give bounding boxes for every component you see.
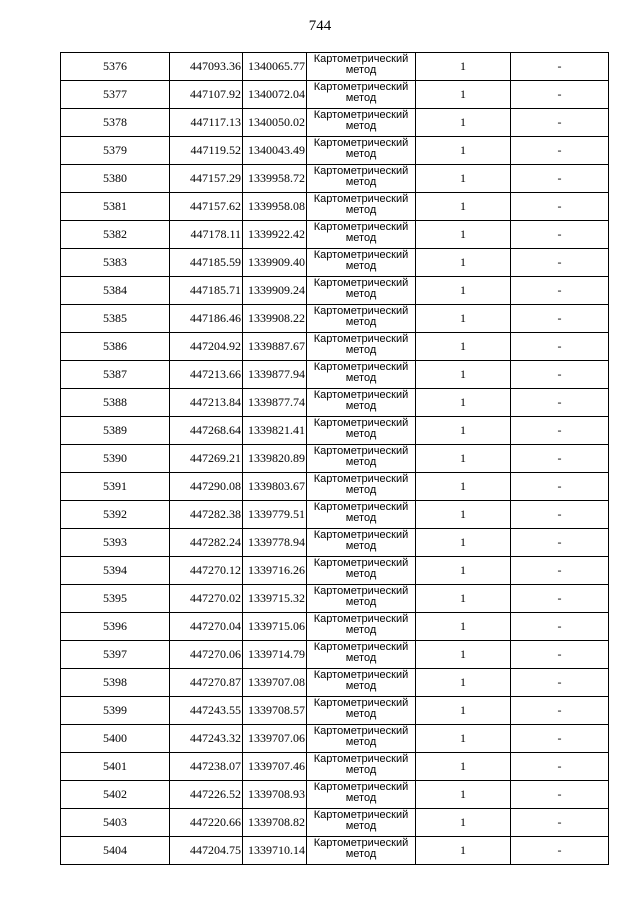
table-row (61, 137, 609, 165)
method-cell (307, 445, 416, 473)
method-label-line-2: метод (345, 288, 377, 300)
table-row (61, 81, 609, 109)
precision-cell: 1 (416, 585, 511, 613)
x-coordinate-cell: 447204.75 (170, 837, 243, 865)
method-cell (307, 305, 416, 333)
method-label-line-1: Картометрический (313, 165, 409, 177)
x-coordinate-cell: 447238.07 (170, 753, 243, 781)
note-cell: - (511, 641, 609, 669)
point-number-cell: 5393 (61, 529, 170, 557)
y-coordinate-cell: 1339877.74 (243, 389, 307, 417)
method-label-line-2: метод (345, 372, 377, 384)
method-cell (307, 137, 416, 165)
x-coordinate-cell: 447270.04 (170, 613, 243, 641)
note-cell: - (511, 53, 609, 81)
x-coordinate-cell: 447213.66 (170, 361, 243, 389)
method-label-line-2: метод (345, 624, 377, 636)
precision-cell: 1 (416, 137, 511, 165)
method-label-line-2: метод (345, 400, 377, 412)
note-cell: - (511, 725, 609, 753)
precision-cell: 1 (416, 417, 511, 445)
point-number-cell: 5400 (61, 725, 170, 753)
table-row (61, 193, 609, 221)
note-cell: - (511, 333, 609, 361)
note-cell: - (511, 837, 609, 865)
method-cell (307, 809, 416, 837)
x-coordinate-cell: 447270.02 (170, 585, 243, 613)
point-number-cell: 5395 (61, 585, 170, 613)
method-label-line-1: Картометрический (313, 781, 409, 793)
table-row (61, 249, 609, 277)
point-number-cell: 5376 (61, 53, 170, 81)
precision-cell: 1 (416, 557, 511, 585)
method-cell (307, 165, 416, 193)
y-coordinate-cell: 1340050.02 (243, 109, 307, 137)
x-coordinate-cell: 447243.55 (170, 697, 243, 725)
note-cell: - (511, 277, 609, 305)
method-label-line-1: Картометрический (313, 725, 409, 737)
point-number-cell: 5403 (61, 809, 170, 837)
x-coordinate-cell: 447185.71 (170, 277, 243, 305)
x-coordinate-cell: 447093.36 (170, 53, 243, 81)
y-coordinate-cell: 1339779.51 (243, 501, 307, 529)
x-coordinate-cell: 447270.12 (170, 557, 243, 585)
method-label-line-2: метод (345, 764, 377, 776)
y-coordinate-cell: 1339714.79 (243, 641, 307, 669)
method-label-line-1: Картометрический (313, 585, 409, 597)
note-cell: - (511, 529, 609, 557)
y-coordinate-cell: 1339707.46 (243, 753, 307, 781)
y-coordinate-cell: 1339715.06 (243, 613, 307, 641)
note-cell: - (511, 389, 609, 417)
y-coordinate-cell: 1339708.93 (243, 781, 307, 809)
x-coordinate-cell: 447269.21 (170, 445, 243, 473)
table-row (61, 305, 609, 333)
precision-cell: 1 (416, 641, 511, 669)
x-coordinate-cell: 447282.38 (170, 501, 243, 529)
precision-cell: 1 (416, 333, 511, 361)
method-label-line-2: метод (345, 736, 377, 748)
point-number-cell: 5392 (61, 501, 170, 529)
x-coordinate-cell: 447268.64 (170, 417, 243, 445)
y-coordinate-cell: 1339707.08 (243, 669, 307, 697)
precision-cell: 1 (416, 277, 511, 305)
method-label-line-1: Картометрический (313, 389, 409, 401)
x-coordinate-cell: 447204.92 (170, 333, 243, 361)
y-coordinate-cell: 1340043.49 (243, 137, 307, 165)
y-coordinate-cell: 1339908.22 (243, 305, 307, 333)
x-coordinate-cell: 447107.92 (170, 81, 243, 109)
note-cell: - (511, 221, 609, 249)
x-coordinate-cell: 447157.62 (170, 193, 243, 221)
y-coordinate-cell: 1339803.67 (243, 473, 307, 501)
method-label-line-2: метод (345, 652, 377, 664)
method-label-line-1: Картометрический (313, 809, 409, 821)
table-row (61, 837, 609, 865)
table-row (61, 165, 609, 193)
method-cell (307, 81, 416, 109)
precision-cell: 1 (416, 809, 511, 837)
method-cell (307, 529, 416, 557)
method-cell (307, 473, 416, 501)
method-label-line-1: Картометрический (313, 53, 409, 65)
precision-cell: 1 (416, 221, 511, 249)
note-cell: - (511, 445, 609, 473)
precision-cell: 1 (416, 837, 511, 865)
method-label-line-1: Картометрический (313, 669, 409, 681)
point-number-cell: 5404 (61, 837, 170, 865)
method-label-line-1: Картометрический (313, 641, 409, 653)
table-row (61, 277, 609, 305)
table-row (61, 221, 609, 249)
note-cell: - (511, 501, 609, 529)
method-cell (307, 389, 416, 417)
note-cell: - (511, 781, 609, 809)
table-row (61, 809, 609, 837)
point-number-cell: 5386 (61, 333, 170, 361)
method-label-line-2: метод (345, 64, 377, 76)
method-label-line-1: Картометрический (313, 529, 409, 541)
y-coordinate-cell: 1339922.42 (243, 221, 307, 249)
precision-cell: 1 (416, 165, 511, 193)
x-coordinate-cell: 447185.59 (170, 249, 243, 277)
method-label-line-2: метод (345, 176, 377, 188)
precision-cell: 1 (416, 53, 511, 81)
note-cell: - (511, 753, 609, 781)
method-label-line-1: Картометрический (313, 305, 409, 317)
point-number-cell: 5388 (61, 389, 170, 417)
x-coordinate-cell: 447282.24 (170, 529, 243, 557)
method-cell (307, 557, 416, 585)
method-label-line-1: Картометрический (313, 277, 409, 289)
note-cell: - (511, 613, 609, 641)
point-number-cell: 5381 (61, 193, 170, 221)
point-number-cell: 5399 (61, 697, 170, 725)
x-coordinate-cell: 447270.87 (170, 669, 243, 697)
precision-cell: 1 (416, 753, 511, 781)
precision-cell: 1 (416, 193, 511, 221)
precision-cell: 1 (416, 781, 511, 809)
method-label-line-1: Картометрический (313, 753, 409, 765)
method-label-line-2: метод (345, 568, 377, 580)
x-coordinate-cell: 447157.29 (170, 165, 243, 193)
table-row (61, 53, 609, 81)
x-coordinate-cell: 447178.11 (170, 221, 243, 249)
method-cell (307, 669, 416, 697)
method-label-line-1: Картометрический (313, 109, 409, 121)
table-row (61, 473, 609, 501)
method-label-line-1: Картометрический (313, 333, 409, 345)
x-coordinate-cell: 447117.13 (170, 109, 243, 137)
note-cell: - (511, 249, 609, 277)
y-coordinate-cell: 1339710.14 (243, 837, 307, 865)
y-coordinate-cell: 1340072.04 (243, 81, 307, 109)
precision-cell: 1 (416, 613, 511, 641)
method-label-line-2: метод (345, 848, 377, 860)
y-coordinate-cell: 1339821.41 (243, 417, 307, 445)
method-label-line-1: Картометрический (313, 473, 409, 485)
method-cell (307, 193, 416, 221)
precision-cell: 1 (416, 445, 511, 473)
method-cell (307, 249, 416, 277)
point-number-cell: 5384 (61, 277, 170, 305)
x-coordinate-cell: 447220.66 (170, 809, 243, 837)
note-cell: - (511, 809, 609, 837)
method-label-line-2: метод (345, 344, 377, 356)
method-label-line-2: метод (345, 428, 377, 440)
method-label-line-1: Картометрический (313, 193, 409, 205)
precision-cell: 1 (416, 109, 511, 137)
y-coordinate-cell: 1339887.67 (243, 333, 307, 361)
point-number-cell: 5390 (61, 445, 170, 473)
table-row (61, 557, 609, 585)
method-label-line-2: метод (345, 820, 377, 832)
method-cell (307, 361, 416, 389)
method-label-line-1: Картометрический (313, 137, 409, 149)
table-row (61, 109, 609, 137)
point-number-cell: 5385 (61, 305, 170, 333)
method-label-line-2: метод (345, 680, 377, 692)
method-cell (307, 501, 416, 529)
method-label-line-1: Картометрический (313, 81, 409, 93)
y-coordinate-cell: 1339820.89 (243, 445, 307, 473)
method-label-line-2: метод (345, 708, 377, 720)
table-row (61, 389, 609, 417)
table-row (61, 585, 609, 613)
precision-cell: 1 (416, 305, 511, 333)
note-cell: - (511, 305, 609, 333)
method-label-line-2: метод (345, 540, 377, 552)
table-row (61, 613, 609, 641)
note-cell: - (511, 557, 609, 585)
method-cell (307, 109, 416, 137)
method-cell (307, 613, 416, 641)
table-row (61, 501, 609, 529)
method-cell (307, 837, 416, 865)
method-label-line-2: метод (345, 260, 377, 272)
table-row (61, 697, 609, 725)
y-coordinate-cell: 1339708.57 (243, 697, 307, 725)
method-cell (307, 725, 416, 753)
point-number-cell: 5377 (61, 81, 170, 109)
y-coordinate-cell: 1339715.32 (243, 585, 307, 613)
method-label-line-1: Картометрический (313, 697, 409, 709)
table-row (61, 417, 609, 445)
note-cell: - (511, 585, 609, 613)
method-label-line-2: метод (345, 120, 377, 132)
note-cell: - (511, 361, 609, 389)
y-coordinate-cell: 1339877.94 (243, 361, 307, 389)
method-cell (307, 641, 416, 669)
method-label-line-1: Картометрический (313, 837, 409, 849)
y-coordinate-cell: 1339909.40 (243, 249, 307, 277)
method-cell (307, 277, 416, 305)
x-coordinate-cell: 447186.46 (170, 305, 243, 333)
point-number-cell: 5394 (61, 557, 170, 585)
table-row (61, 781, 609, 809)
note-cell: - (511, 697, 609, 725)
table-row (61, 725, 609, 753)
y-coordinate-cell: 1339958.08 (243, 193, 307, 221)
method-label-line-2: метод (345, 792, 377, 804)
method-label-line-2: метод (345, 232, 377, 244)
method-cell (307, 53, 416, 81)
point-number-cell: 5387 (61, 361, 170, 389)
page-number: 744 (308, 18, 332, 34)
method-label-line-2: метод (345, 456, 377, 468)
method-cell (307, 221, 416, 249)
method-label-line-1: Картометрический (313, 417, 409, 429)
point-number-cell: 5378 (61, 109, 170, 137)
y-coordinate-cell: 1339708.82 (243, 809, 307, 837)
table-body (61, 53, 609, 865)
method-label-line-1: Картометрический (313, 249, 409, 261)
method-label-line-2: метод (345, 148, 377, 160)
precision-cell: 1 (416, 389, 511, 417)
note-cell: - (511, 473, 609, 501)
point-number-cell: 5401 (61, 753, 170, 781)
table-row (61, 445, 609, 473)
point-number-cell: 5380 (61, 165, 170, 193)
precision-cell: 1 (416, 361, 511, 389)
method-cell (307, 333, 416, 361)
method-cell (307, 417, 416, 445)
x-coordinate-cell: 447226.52 (170, 781, 243, 809)
precision-cell: 1 (416, 249, 511, 277)
y-coordinate-cell: 1339707.06 (243, 725, 307, 753)
point-number-cell: 5391 (61, 473, 170, 501)
point-number-cell: 5397 (61, 641, 170, 669)
note-cell: - (511, 165, 609, 193)
precision-cell: 1 (416, 697, 511, 725)
y-coordinate-cell: 1339958.72 (243, 165, 307, 193)
table-row (61, 529, 609, 557)
coordinates-table (60, 52, 609, 865)
note-cell: - (511, 193, 609, 221)
note-cell: - (511, 109, 609, 137)
method-label-line-2: метод (345, 316, 377, 328)
method-label-line-2: метод (345, 484, 377, 496)
method-cell (307, 697, 416, 725)
point-number-cell: 5402 (61, 781, 170, 809)
y-coordinate-cell: 1339716.26 (243, 557, 307, 585)
method-cell (307, 585, 416, 613)
method-label-line-2: метод (345, 92, 377, 104)
x-coordinate-cell: 447243.32 (170, 725, 243, 753)
note-cell: - (511, 669, 609, 697)
point-number-cell: 5398 (61, 669, 170, 697)
method-cell (307, 781, 416, 809)
method-label-line-2: метод (345, 204, 377, 216)
x-coordinate-cell: 447119.52 (170, 137, 243, 165)
precision-cell: 1 (416, 725, 511, 753)
precision-cell: 1 (416, 529, 511, 557)
table-row (61, 361, 609, 389)
point-number-cell: 5396 (61, 613, 170, 641)
method-label-line-2: метод (345, 596, 377, 608)
precision-cell: 1 (416, 473, 511, 501)
method-label-line-1: Картометрический (313, 501, 409, 513)
precision-cell: 1 (416, 501, 511, 529)
method-label-line-1: Картометрический (313, 221, 409, 233)
method-label-line-1: Картометрический (313, 445, 409, 457)
note-cell: - (511, 81, 609, 109)
table-row (61, 669, 609, 697)
method-label-line-2: метод (345, 512, 377, 524)
x-coordinate-cell: 447213.84 (170, 389, 243, 417)
table-row (61, 641, 609, 669)
method-label-line-1: Картометрический (313, 613, 409, 625)
table-row (61, 333, 609, 361)
note-cell: - (511, 417, 609, 445)
note-cell: - (511, 137, 609, 165)
method-label-line-1: Картометрический (313, 557, 409, 569)
point-number-cell: 5379 (61, 137, 170, 165)
y-coordinate-cell: 1339778.94 (243, 529, 307, 557)
point-number-cell: 5389 (61, 417, 170, 445)
precision-cell: 1 (416, 669, 511, 697)
method-cell (307, 753, 416, 781)
method-label-line-1: Картометрический (313, 361, 409, 373)
x-coordinate-cell: 447290.08 (170, 473, 243, 501)
table-row (61, 753, 609, 781)
y-coordinate-cell: 1339909.24 (243, 277, 307, 305)
y-coordinate-cell: 1340065.77 (243, 53, 307, 81)
point-number-cell: 5383 (61, 249, 170, 277)
precision-cell: 1 (416, 81, 511, 109)
point-number-cell: 5382 (61, 221, 170, 249)
x-coordinate-cell: 447270.06 (170, 641, 243, 669)
